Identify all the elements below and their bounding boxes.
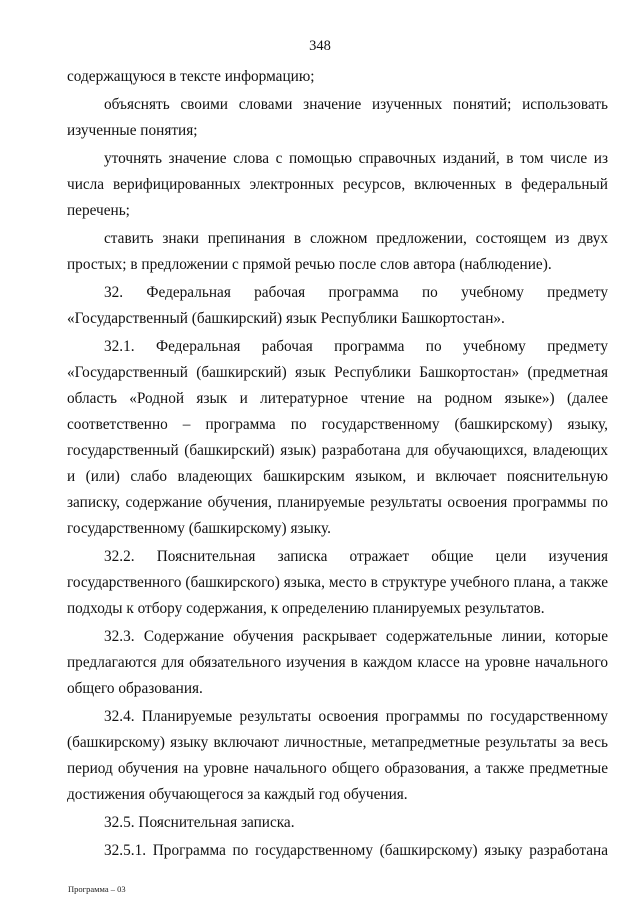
section-32-3: 32.3. Содержание обучения раскрывает содержательные линии, которые предлагаются для обязательного изучения в каждом классе на уровне начального общего образования. (67, 628, 608, 697)
section-32-5: 32.5. Пояснительная записка. (104, 814, 295, 831)
paragraph-punctuation: ставить знаки препинания в сложном предложении, состоящем из двух простых; в предложении с прямой речью после слов автора (наблюдение). (67, 230, 608, 273)
section-32-2: 32.2. Пояснительная записка отражает общие цели изучения государственного (башкирского) языка, место в структуре учебного плана, а также подходы к отбору содержания, к определению планируемых результатов. (67, 548, 608, 617)
page-number: 348 (309, 38, 331, 54)
paragraph-continuation: содержащуюся в тексте информацию; (67, 68, 315, 85)
section-32-heading: 32. Федеральная рабочая программа по учебному предмету «Государственный (башкирский) язык Республики Башкортостан». (67, 284, 608, 327)
paragraph-explain-concepts: объяснять своими словами значение изученных понятий; использовать изученные понятия; (67, 96, 608, 139)
section-32-4: 32.4. Планируемые результаты освоения программы по государственному (башкирскому) языку включают личностные, метапредметные результаты за весь период обучения на уровне начального общего образования, а также предметные достижения обучающегося за каждый год обучения. (67, 708, 608, 803)
page-footer: Программа – 03 (68, 884, 126, 894)
paragraph-clarify-meaning: уточнять значение слова с помощью справочных изданий, в том числе из числа верифицированных электронных ресурсов, включенных в федеральный перечень; (67, 150, 608, 219)
section-32-5-1: 32.5.1. Программа по государственному (башкирскому) языку разработана (104, 842, 608, 859)
document-body (67, 64, 608, 866)
section-32-1: 32.1. Федеральная рабочая программа по учебному предмету «Государственный (башкирский) язык Республики Башкортостан» (предметная область «Родной язык и литературное чтение на родном языке») (далее соответственно – программа по государственному (башкирскому) языку, государственный (башкирский) язык) разработана для обучающихся, владеющих и (или) слабо владеющих башкирским языком, и включает пояснительную записку, содержание обучения, планируемые результаты освоения программы по государственному (башкирскому) языку. (67, 338, 608, 537)
